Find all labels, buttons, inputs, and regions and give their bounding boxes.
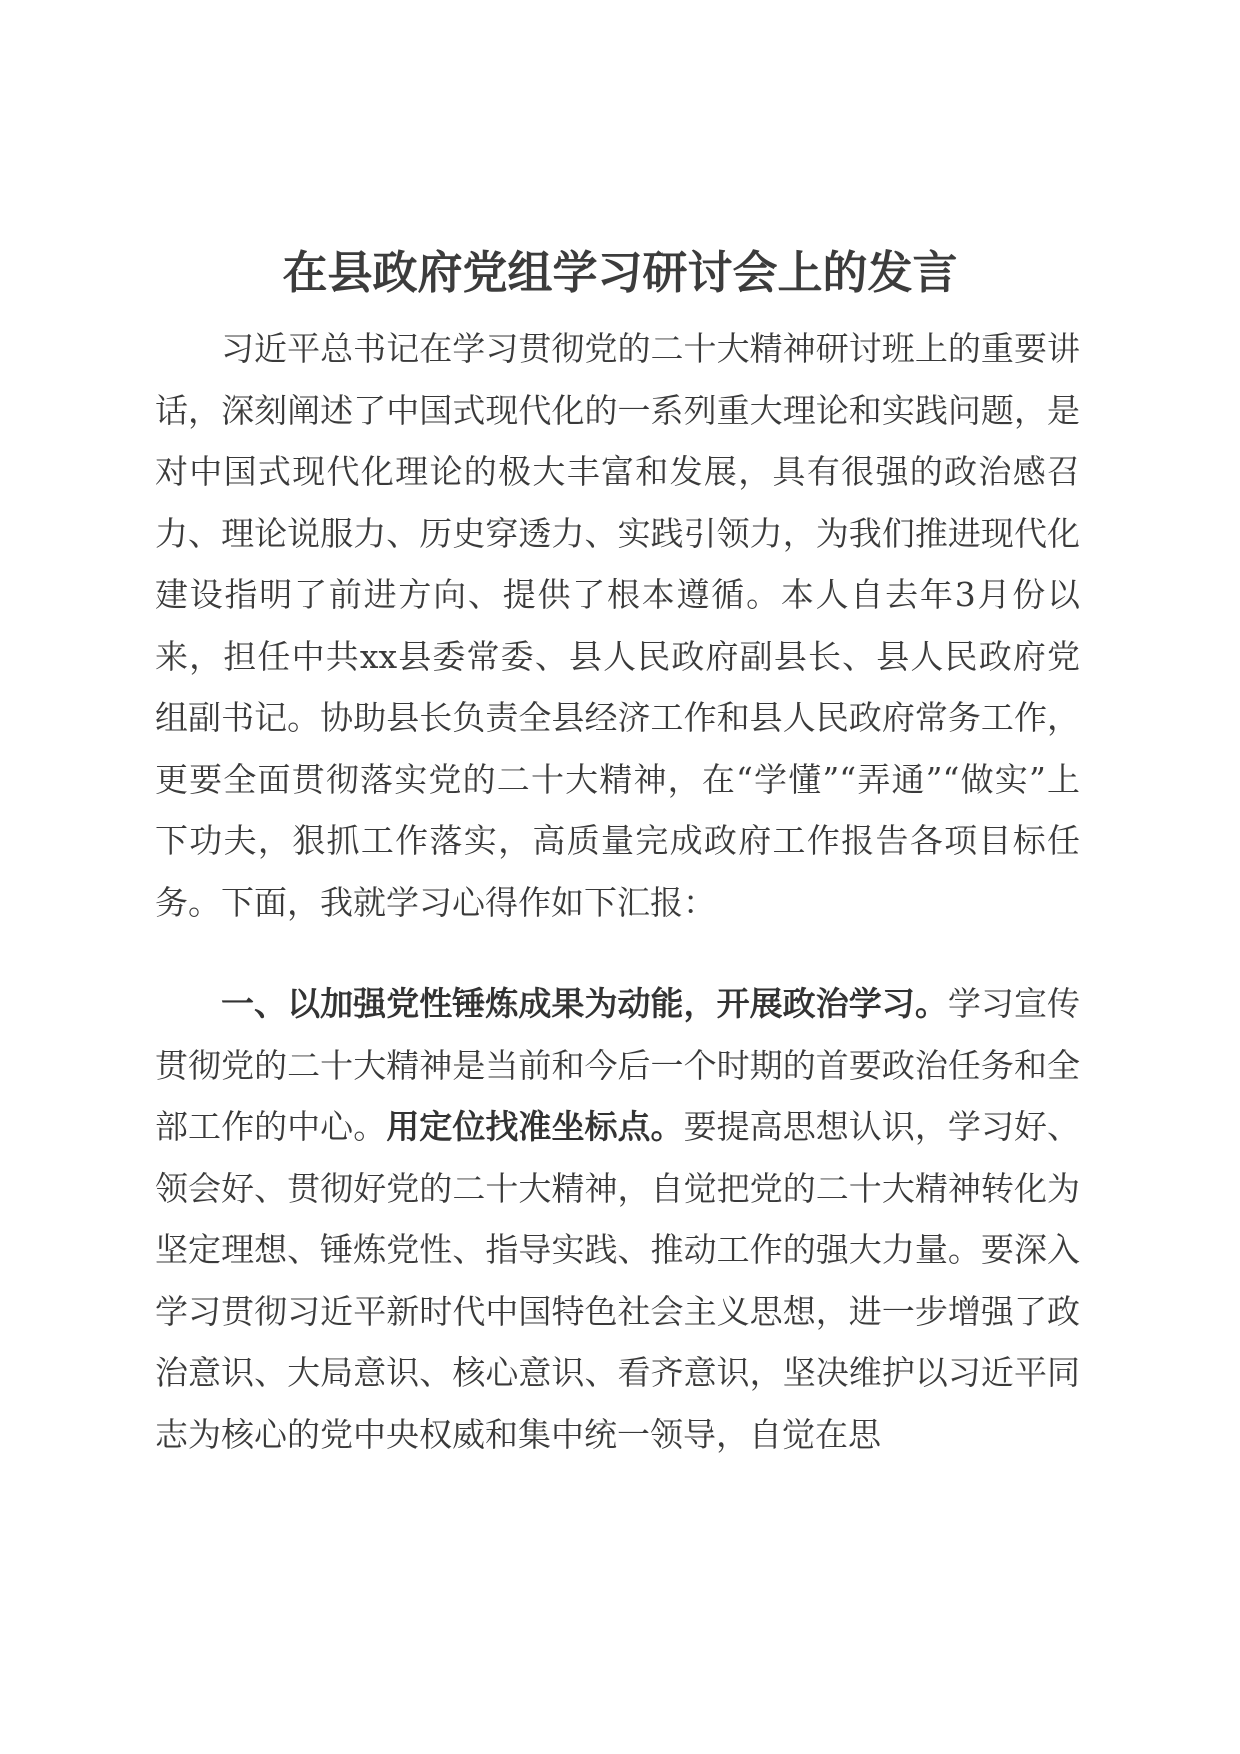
intro-paragraph: 习近平总书记在学习贯彻党的二十大精神研讨班上的重要讲话，深刻阐述了中国式现代化的一系列重大理论和实践问题，是对中国式现代化理论的极大丰富和发展，具有很强的政治感召力、理论说服力、历史穿透力、实践引领力，为我们推进现代化建设指明了前进方向、提供了根本遵循。本人自去年3月份以来，担任中共xx县委常委、县人民政府副县长、县人民政府党组副书记。协助县长负责全县经济工作和县人民政府常务工作，更要全面贯彻落实党的二十大精神，在“学懂”“弄通”“做实”上下功夫，狠抓工作落实，高质量完成政府工作报告各项目标任务。下面，我就学习心得作如下汇报： xyxy=(155,329,1080,922)
section-one-text-a: 学习宣传贯彻党的二十大精神是当前和今后一个时期的首要政治任务和全部工作的中心。 xyxy=(155,984,1081,1146)
section-one-text-b: 要提高思想认识，学习好、领会好、贯彻好党的二十大精神，自觉把党的二十大精神转化为坚定理想、锤炼党性、指导实践、推动工作的强大力量。要深入学习贯彻习近平新时代中国特色社会主义思想，进一步增强了政治意识、大局意识、核心意识、看齐意识，坚决维护以习近平同志为核心的党中央权威和集中统一领导，自觉在思 xyxy=(155,1107,1081,1454)
section-one-subheading: 用定位找准坐标点。 xyxy=(386,1107,684,1146)
document-title: 在县政府党组学习研讨会上的发言 xyxy=(282,246,958,299)
section-one-heading: 一、以加强党性锤炼成果为动能，开展政治学习。 xyxy=(221,984,948,1023)
section-one-paragraph xyxy=(155,973,1080,1465)
